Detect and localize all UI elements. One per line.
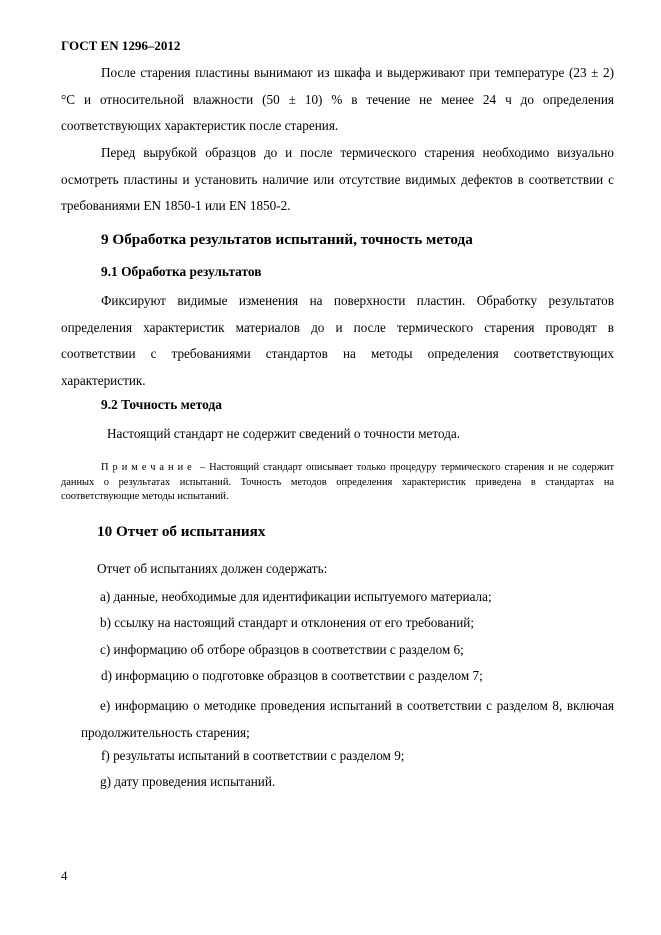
paragraph-aging-conditioning: После старения пластины вынимают из шкафа и выдерживают при температуре (23 ± 2) °С и относительной влажности (50 ± 10) % в течение не менее 24 ч до определения соответствующих характеристик после старения. xyxy=(61,65,614,133)
report-item-d: d) информацию о подготовке образцов в соответствии с разделом 7; xyxy=(101,668,483,683)
section-10-heading: 10 Отчет об испытаниях xyxy=(97,523,266,540)
report-item-e: е) информацию о методике проведения испытаний в соответствии с разделом 8, включая продолжительность старения; xyxy=(81,698,614,740)
report-item-g: g) дату проведения испытаний. xyxy=(100,774,276,789)
report-item-f: f) результаты испытаний в соответствии с разделом 9; xyxy=(101,748,405,763)
report-item-c: с) информацию об отборе образцов в соответствии с разделом 6; xyxy=(100,642,464,657)
section-9-1-heading: 9.1 Обработка результатов xyxy=(101,264,262,279)
section-9-2-heading: 9.2 Точность метода xyxy=(101,397,222,412)
note-text: – Настоящий стандарт описывает только процедуру термического старения и не содержит данных о результатах испытаний. Точность методов определения характеристик приведена в стандартах на соответствующие методы испытаний. xyxy=(61,462,614,502)
note-label: Примечание xyxy=(101,462,196,473)
section-9-2-text: Настоящий стандарт не содержит сведений о точности метода. xyxy=(107,426,461,441)
page-number: 4 xyxy=(61,868,68,883)
section-9-1-text: Фиксируют видимые изменения на поверхности пластин. Обработку результатов определения характеристик материалов до и после термического старения проводят в соответствии с требованиями стандартов на методы определения соответствующих характеристик. xyxy=(61,293,614,388)
paragraph-visual-inspection: Перед вырубкой образцов до и после термического старения необходимо визуально осмотреть пластины и установить наличие или отсутствие видимых дефектов в соответствии с требованиями EN 1850-1 или EN 1850-2. xyxy=(61,145,614,213)
section-9-heading: 9 Обработка результатов испытаний, точность метода xyxy=(101,231,473,248)
report-intro: Отчет об испытаниях должен содержать: xyxy=(97,561,328,576)
report-item-b: b) ссылку на настоящий стандарт и отклонения от его требований; xyxy=(100,615,475,630)
note xyxy=(61,461,614,505)
document-code: ГОСТ EN 1296–2012 xyxy=(61,38,181,53)
report-item-a: а) данные, необходимые для идентификации испытуемого материала; xyxy=(100,589,492,604)
